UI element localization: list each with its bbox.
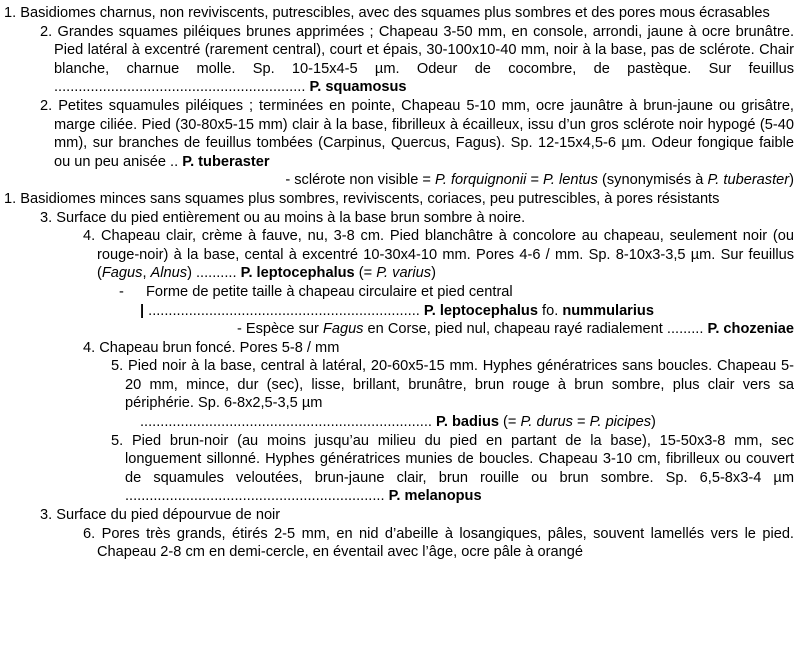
taxon-name: P. badius — [436, 414, 499, 431]
key-entry-4 — [2, 190, 794, 209]
synonym-name: P. durus — [520, 414, 573, 431]
key-entry-9 — [0, 339, 794, 358]
key-entry-10 — [0, 357, 794, 413]
synonym-name: P. forquignonii — [434, 172, 527, 189]
entry-text: , — [142, 265, 151, 282]
entry-number: 5. — [111, 432, 132, 449]
taxon-name: P. melanopus — [388, 488, 482, 505]
entry-text: Pores très grands, étirés 2-5 mm, en nid d’abeille à losangiques, pâles, souvent lamellés vers le pied. Chapeau 2-8 cm en demi-cercle, en éventail avec l’âge, ocre pâle à orangé — [97, 525, 794, 561]
synonym-name: P. varius — [376, 265, 432, 282]
entry-number: 1. — [4, 5, 21, 21]
entry-text: ) — [187, 265, 196, 282]
entry-text: ) — [431, 265, 436, 282]
leader-dots: .......... — [195, 265, 237, 282]
bar-marker: | — [140, 302, 145, 319]
taxon-name: P. chozeniae — [707, 321, 794, 338]
note-text: = — [526, 172, 544, 189]
entry-text: Pied brun-noir (au moins jusqu’au milieu du pied en partant de la base), 15-50x3-8 mm, sec longuement sillonné. Hyphes génératrices munies de boucles. Chapeau 3-10 cm, fibrilleux ou couvert de squamules veloutées, brun-jaune clair, brun rouille ou brun sombre. Sp. 6,5-8x3-4 µm — [125, 432, 794, 486]
entry-number: 5. — [111, 358, 128, 375]
synonym-name: P. tuberaster — [707, 172, 790, 189]
entry-text: Basidiomes minces sans squames plus sombres, reviviscents, coriaces, peu putrescibles, à pores résistants — [20, 190, 720, 207]
synonym-name: P. lentus — [543, 172, 598, 189]
host-genus: Alnus — [150, 265, 188, 282]
entry-text: Chapeau clair, crème à fauve, nu, 3-8 cm. Pied blanchâtre à concolore au chapeau, seulement noir (ou rouge-noir) à la base, cental à excentré 10-30x4-10 mm. Pores 4-6 / mm. Sp. 8-10x3-3,5 µm. Sur feuillus ( — [97, 228, 794, 282]
taxon-name: nummularius — [562, 302, 654, 319]
dash-marker: - — [119, 283, 124, 300]
leader-dots: ........................................................................ — [140, 414, 432, 431]
host-genus: Fagus — [322, 321, 364, 338]
entry-text: en Corse, pied nul, chapeau rayé radialement — [363, 321, 667, 338]
synonym-name: P. picipes — [589, 414, 651, 431]
key-entry-5 — [0, 209, 794, 228]
key-entry-2 — [0, 23, 794, 97]
entry-number: 4. — [83, 228, 101, 245]
host-genus: Fagus — [101, 265, 143, 282]
note-text: - sclérote non visible = — [285, 172, 435, 189]
key-entry-1 — [2, 4, 794, 23]
key-entry-8 — [0, 320, 794, 339]
taxon-name: P. squamosus — [309, 79, 407, 96]
entry-text: Surface du pied dépourvue de noir — [56, 507, 281, 524]
key-entry-7-leader — [0, 302, 794, 321]
entry-text: (= — [499, 414, 521, 431]
leader-dots: ......... — [666, 321, 704, 338]
key-note-sclerote — [0, 171, 794, 190]
entry-text: = — [572, 414, 590, 431]
taxon-name: P. leptocephalus — [240, 265, 355, 282]
leader-dots: ................................................................... — [144, 302, 420, 319]
entry-text: Chapeau brun foncé. Pores 5-8 / mm — [99, 339, 340, 356]
entry-number: 2. — [40, 97, 59, 114]
entry-text: Surface du pied entièrement ou au moins à la base brun sombre à noire. — [56, 209, 526, 226]
key-entry-7 — [0, 283, 794, 302]
key-entry-12 — [0, 506, 794, 525]
entry-text: Petites squamules piléiques ; terminées en pointe, Chapeau 5-10 mm, ocre jaunâtre à brun-jaune ou grisâtre, marge ciliée. Pied (30-80x5-15 mm) clair à la base, fibrilleux à écailleux, issu d’un gros sclérote noir hypogé (5-40 mm), sur branches de feuillus tombées (Carpinus, Quercus, Fagus). Sp. 12-15x4,5-6 µm. Odeur fongique faible ou un peu anisée — [54, 97, 794, 170]
key-entry-6 — [0, 227, 794, 283]
entry-number: 2. — [40, 23, 58, 40]
entry-text: fo. — [537, 302, 563, 319]
entry-number: 1. — [4, 190, 21, 207]
key-entry-3 — [0, 97, 794, 171]
entry-text: Basidiomes charnus, non reviviscents, putrescibles, avec des squames plus sombres et des pores mous écrasables — [20, 5, 770, 21]
entry-text: Pied noir à la base, central à latéral, 20-60x5-15 mm. Hyphes génératrices sans boucles. Chapeau 5-20 mm, mince, dur (sec), lisse, brillant, brunâtre, brun rouge à brun sombre, plus clair vers sa périphérie. Sp. 6-8x2,5-3,5 µm — [125, 358, 794, 412]
entry-text: Grandes squames piléiques brunes apprimées ; Chapeau 3-50 mm, en console, arrondi, jaune à ocre brunâtre. Pied latéral à excentré (rarement central), court et épais, 30-100x10-40 mm, noir à la base, pas de sclérote. Chair blanche, charnue molle. Sp. 10-15x4-5 µm. Odeur de cocombre, de pastèque. Sur feuillus — [54, 23, 794, 77]
entry-number: 3. — [40, 507, 57, 524]
entry-text: ) — [651, 414, 656, 431]
leader-dots: ................................................................ — [125, 488, 385, 505]
key-entry-11 — [0, 432, 794, 506]
taxon-name: P. leptocephalus — [423, 302, 538, 319]
leader-dots: .. — [170, 153, 179, 170]
key-entry-13 — [0, 525, 794, 562]
leader-dots: .............................................................. — [54, 79, 306, 96]
note-text: (synonymisés à — [597, 172, 708, 189]
entry-number: 6. — [83, 525, 102, 542]
note-text: ) — [789, 172, 794, 189]
key-entry-10-leader — [0, 413, 794, 432]
entry-number: 3. — [40, 209, 57, 226]
entry-text: Forme de petite taille à chapeau circulaire et pied central — [146, 283, 513, 300]
entry-text: (= — [354, 265, 377, 282]
entry-number: 4. — [83, 339, 100, 356]
entry-text: - Espèce sur — [236, 321, 323, 338]
taxon-name: P. tuberaster — [182, 153, 270, 170]
